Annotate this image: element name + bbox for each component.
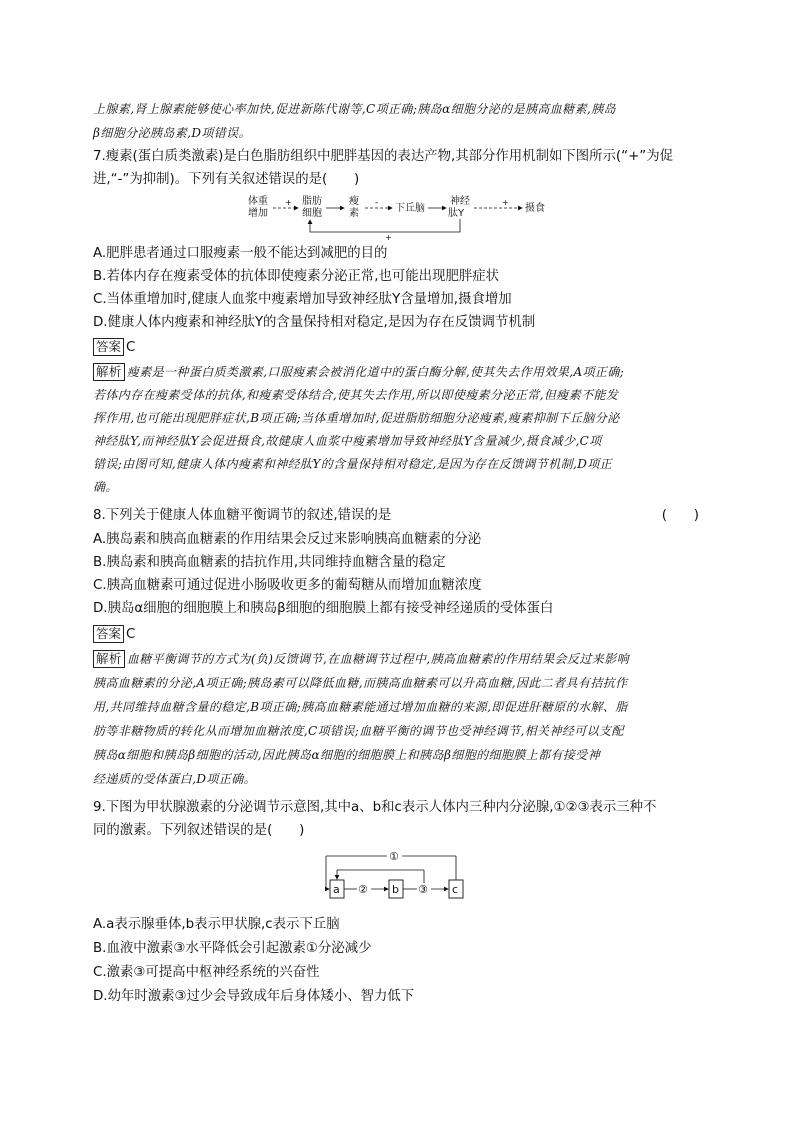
q9-stem-line-2: 同的激素。下列叙述错误的是( ) (93, 823, 305, 838)
q8-analysis-line-1: 解析 血糖平衡调节的方式为(负)反馈调节,在血糖调节过程中,胰高血糖素的作用结果会反过来影响 (93, 648, 629, 670)
q8-option-a: A.胰岛素和胰高血糖素的作用结果会反过来影响胰高血糖素的分泌 (93, 532, 482, 547)
q9-option-a: A.a表示腺垂体,b表示甲状腺,c表示下丘脑 (93, 917, 340, 932)
q7-analysis-line-6: 确。 (93, 480, 118, 494)
q8-analysis-line-3: 用,共同维持血糖含量的稳定,B项正确;胰高血糖素能通过增加血糖的来源,即促进肝糖原的水解、脂 (93, 700, 628, 714)
q7-option-c: C.当体重增加时,健康人血浆中瘦素增加导致神经肽Y含量增加,摄食增加 (93, 292, 512, 307)
sign-minus: - (375, 198, 379, 208)
gland-a-label: a (333, 883, 340, 896)
thyroid-regulation-diagram (320, 848, 480, 904)
prev-analysis-line-2: β细胞分泌胰岛素,D项错误。 (93, 126, 251, 140)
node-feeding: 摄食 (525, 203, 545, 214)
q7-analysis-line-5: 错误;由图可知,健康人体内瘦素和神经肽Y的含量保持相对稳定,是因为存在反馈调节机制,D项正 (93, 457, 613, 471)
q9-stem-line-1: 9.下图为甲状腺激素的分泌调节示意图,其中a、b和c表示人体内三种内分泌腺,①②③表示三种不 (93, 800, 657, 815)
q8-option-d: D.胰岛α细胞的细胞膜上和胰岛β细胞的细胞膜上都有接受神经递质的受体蛋白 (93, 601, 554, 616)
q8-option-b: B.胰岛素和胰高血糖素的拮抗作用,共同维持血糖含量的稳定 (93, 555, 446, 570)
q7-analysis-line-1: 解析 瘦素是一种蛋白质类激素,口服瘦素会被消化道中的蛋白酶分解,使其失去作用效果,A项正确; (93, 361, 624, 383)
q7-stem-line-1: 7.瘦素(蛋白质类激素)是白色脂肪组织中肥胖基因的表达产物,其部分作用机制如下图所示(“+”为促 (93, 149, 674, 164)
q9-option-c: C.激素③可提高中枢神经系统的兴奋性 (93, 965, 320, 980)
node-weight-gain-2: 增加 (248, 208, 268, 219)
node-npy-2: 肽Y (448, 208, 465, 219)
hormone-2-label: ② (358, 883, 368, 896)
hormone-3-label: ③ (418, 883, 428, 896)
node-weight-gain-1: 体重 (248, 196, 268, 207)
q7-analysis-line-2: 若体内存在瘦素受体的抗体,和瘦素受体结合,使其失去作用,所以即使瘦素分泌正常,但瘦素不能发 (93, 388, 619, 402)
sign-plus-2: + (502, 198, 509, 207)
q8-stem: 8.下列关于健康人体血糖平衡调节的叙述,错误的是 (93, 508, 392, 523)
q7-answer-row (93, 337, 135, 359)
q7-analysis-line-4: 神经肽Y,而神经肽Y会促进摄食,故健康人血浆中瘦素增加导致神经肽Y含量减少,摄食减少,C项 (93, 434, 602, 448)
q9-option-b: B.血液中激素③水平降低会引起激素①分泌减少 (93, 941, 372, 956)
q7-option-d: D.健康人体内瘦素和神经肽Y的含量保持相对稳定,是因为存在反馈调节机制 (93, 315, 536, 330)
gland-b-label: b (392, 883, 399, 896)
q8-analysis-line-5: 胰岛α细胞和胰岛β细胞的活动,因此胰岛α细胞的细胞膜上和胰岛β细胞的细胞膜上都有接受神 (93, 748, 601, 762)
q8-analysis-line-6: 经递质的受体蛋白,D项正确。 (93, 772, 257, 786)
q8-option-c: C.胰高血糖素可通过促进小肠吸收更多的葡萄糖从而增加血糖浓度 (93, 578, 482, 593)
q7-analysis-line-3: 挥作用,也可能出现肥胖症状,B项正确;当体重增加时,促进脂肪细胞分泌瘦素,瘦素抑制下丘脑分泌 (93, 411, 620, 425)
sign-plus-feedback: + (385, 233, 392, 242)
hormone-1-label: ① (389, 850, 399, 863)
answer-tag: 答案 (93, 625, 124, 643)
q7-stem-line-2: 进,“-”为抑制)。下列有关叙述错误的是( ) (93, 172, 360, 187)
q7-answer: C (126, 340, 136, 355)
leptin-mechanism-diagram (240, 192, 560, 242)
gland-c-label: c (452, 883, 459, 896)
node-leptin-1: 瘦 (349, 196, 359, 207)
q7-option-b: B.若体内存在瘦素受体的抗体即使瘦素分泌正常,也可能出现肥胖症状 (93, 269, 500, 284)
prev-analysis-line-1: 上腺素,肾上腺素能够使心率加快,促进新陈代谢等,C项正确;胰岛α细胞分泌的是胰高血糖素,胰岛 (93, 102, 616, 116)
q9-option-d: D.幼年时激素③过少会导致成年后身体矮小、智力低下 (93, 989, 415, 1004)
q8-bracket: ( ) (661, 508, 699, 523)
node-leptin-2: 素 (349, 208, 359, 219)
q8-stem-row (93, 505, 699, 527)
analysis-tag: 解析 (93, 363, 125, 381)
q8-answer-row (93, 624, 135, 646)
answer-tag: 答案 (93, 338, 124, 356)
node-fat-cell-2: 细胞 (302, 208, 322, 219)
node-fat-cell-1: 脂肪 (302, 196, 322, 207)
analysis-tag: 解析 (93, 650, 125, 668)
node-npy-1: 神经 (450, 196, 470, 207)
q7-option-a: A.肥胖患者通过口服瘦素一般不能达到减肥的目的 (93, 246, 388, 261)
q8-analysis-line-4: 肪等非糖物质的转化从而增加血糖浓度,C项错误;血糖平衡的调节也受神经调节,相关神经可以支配 (93, 724, 624, 738)
q8-answer: C (126, 627, 136, 642)
sign-plus-1: + (285, 198, 292, 207)
q8-analysis-line-2: 胰高血糖素的分泌,A项正确;胰岛素可以降低血糖,而胰高血糖素可以升高血糖,因此二者具有拮抗作 (93, 676, 628, 690)
node-hypothalamus: 下丘脑 (395, 203, 425, 214)
